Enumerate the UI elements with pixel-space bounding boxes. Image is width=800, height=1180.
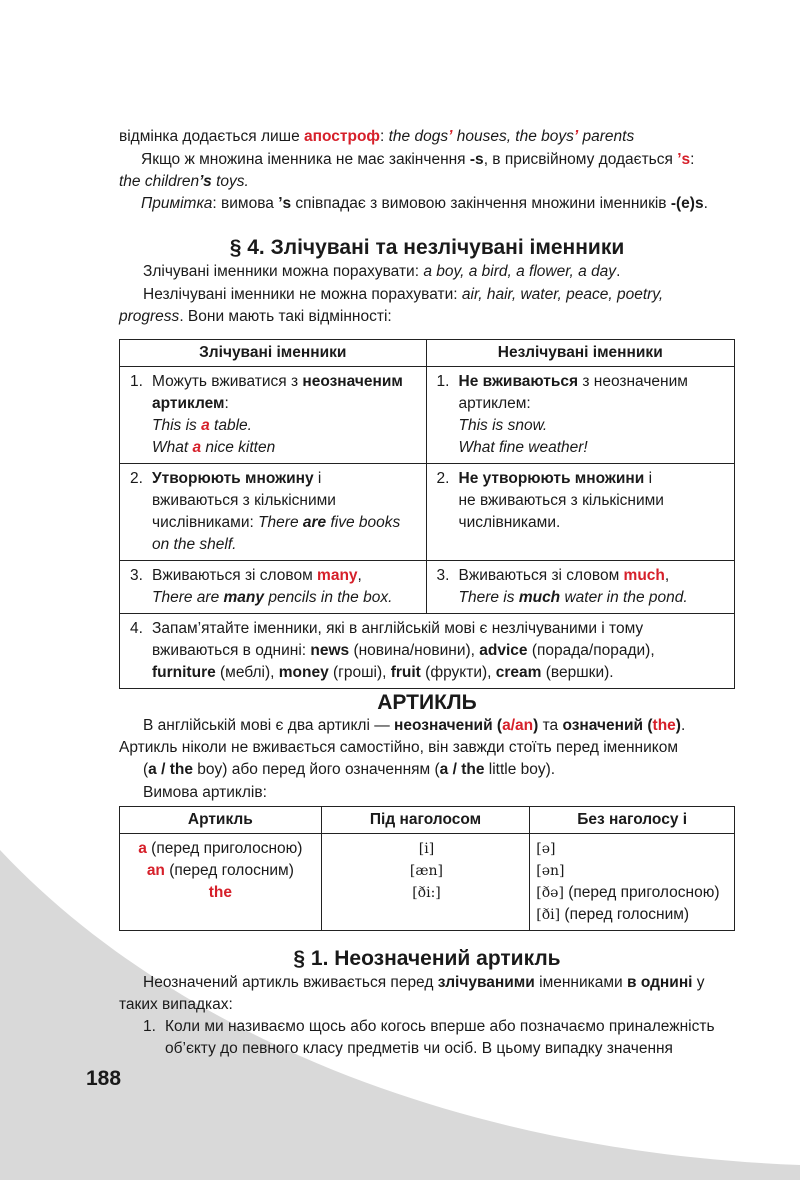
- table-row: [120, 614, 735, 689]
- article-p4: Вимова артиклів:: [143, 784, 267, 801]
- section-1-list-item-1: 1. Коли ми називаємо щось або когось вперше або позначаємо приналежність: [143, 1018, 715, 1035]
- table-row: [120, 561, 735, 614]
- article-p1: В англійській мові є два артиклі — неозначений (a/an) та означений (the).: [143, 717, 686, 734]
- article-p3: (a / the boy) або перед його означенням (a / the little boy).: [143, 761, 556, 778]
- header-unstressed: Без наголосу і: [530, 807, 735, 834]
- section-4-title: § 4. Злічувані та незлічувані іменники: [229, 236, 625, 259]
- section-4-p2: Незлічувані іменники не можна порахувати: air, hair, water, peace, poetry,: [143, 286, 664, 303]
- table-cell: 3. Вживаються зі словом much, There is much water in the pond.: [426, 561, 735, 614]
- section-1-p2: таких випадках:: [119, 996, 233, 1013]
- table-cell: [i] [æn] [ði:]: [321, 834, 530, 931]
- section-4-p1: Злічувані іменники можна порахувати: a boy, a bird, a flower, a day.: [143, 263, 621, 280]
- article-pronunciation-table: [119, 806, 735, 931]
- table-cell: 4. Запам’ятайте іменники, які в англійській мові є незлічуваними і тому вживаються в однині: news (новина/новини), advice (порада/поради), furniture (меблі), money (гроші), fruit (фрукти), cream (вершки).: [120, 614, 735, 689]
- section-1-p1: Неозначений артикль вживається перед злічуваними іменниками в однині у: [143, 974, 705, 991]
- header-stressed: Під наголосом: [321, 807, 530, 834]
- table-cell: 1. Можуть вживатися з неозначеним артиклем: This is a table. What a nice kitten: [120, 367, 427, 464]
- section-4-p3: progress. Вони мають такі відмінності:: [119, 308, 392, 325]
- section-1-title: § 1. Неозначений артикль: [293, 947, 561, 970]
- table-cell: a (перед приголосною) an (перед голосним) the: [120, 834, 322, 931]
- table-header-row: [120, 807, 735, 834]
- text-line-note: Примітка: вимова ’s співпадає з вимовою закінчення множини іменників -(e)s.: [141, 195, 708, 212]
- article-title: АРТИКЛЬ: [377, 691, 477, 714]
- text-line-1: відмінка додається лише апостроф: the dogs’ houses, the boys’ parents: [119, 128, 635, 145]
- table-cell: 3. Вживаються зі словом many, There are many pencils in the box.: [120, 561, 427, 614]
- table-cell: 1. Не вживаються з неозначеним артиклем: This is snow. What fine weather!: [426, 367, 735, 464]
- table-row: [120, 367, 735, 464]
- table-row: [120, 834, 735, 931]
- header-countable: Злічувані іменники: [120, 340, 427, 367]
- table-cell: 2. Утворюють множину і вживаються з кількісними числівниками: There are five books on the shelf.: [120, 464, 427, 561]
- countable-table: [119, 339, 735, 689]
- text-line-3: the children’s toys.: [119, 173, 249, 190]
- article-p2: Артикль ніколи не вживається самостійно, він завжди стоїть перед іменником: [119, 739, 678, 756]
- table-row: [120, 464, 735, 561]
- table-cell: 2. Не утворюють множини і не вживаються з кількісними числівниками.: [426, 464, 735, 561]
- text-line-2: Якщо ж множина іменника не має закінчення -s, в присвійному додається ’s:: [141, 151, 695, 168]
- table-header-row: [120, 340, 735, 367]
- page-number: 188: [86, 1067, 122, 1090]
- header-uncountable: Незлічувані іменники: [426, 340, 735, 367]
- section-1-list-item-1-cont: об’єкту до певного класу предметів чи осіб. В цьому випадку значення: [165, 1040, 673, 1057]
- table-cell: [ə] [ən] [ðə] (перед приголосною) [ði] (перед голосним): [530, 834, 735, 931]
- header-article: Артикль: [120, 807, 322, 834]
